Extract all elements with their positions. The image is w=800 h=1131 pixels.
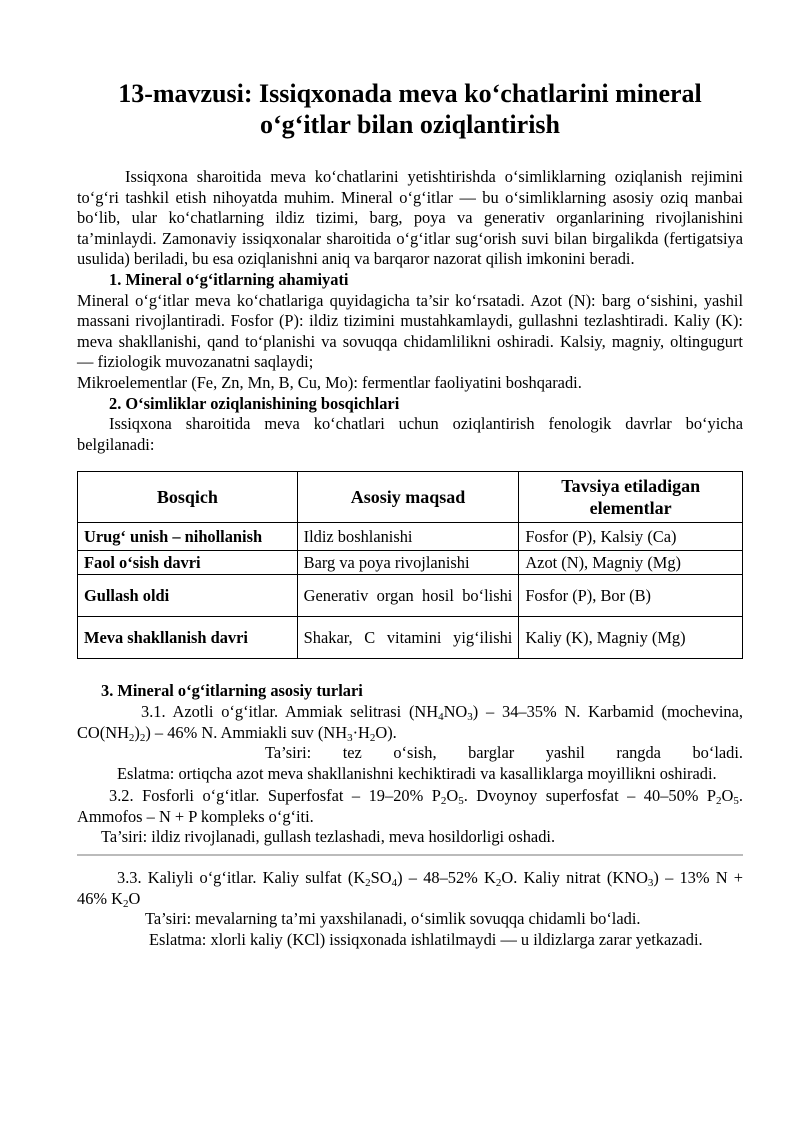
table-row	[78, 523, 743, 551]
elements-cell: Azot (N), Magniy (Mg)	[519, 551, 743, 575]
elements-cell: Fosfor (P), Bor (B)	[519, 575, 743, 617]
paragraph-3-3: 3.3. Kaliyli o‘g‘itlar. Kaliy sulfat $(K_2SO_4) - 48-52\%$ $K_2O$. Kaliy nitrat $(KNO_3) - 13\%$ N + 46% $K_2O$	[77, 868, 744, 910]
table-row	[78, 575, 743, 617]
table-row	[78, 617, 743, 659]
paragraph-3-1-note: Eslatma: ortiqcha azot meva shakllanishni kechiktiradi va kasalliklarga moyillikni oshiradi.	[117, 763, 717, 783]
paragraph-3-2: 3.2. Fosforli o‘g‘itlar. Superfosfat – 19–20% $P_2O_5$. Dvoynoy superfosfat – 40–50% $P_2O_5$. Ammofos – N + P kompleks o‘g‘iti.	[77, 786, 743, 826]
stage-cell: Meva shakllanish davri	[78, 617, 298, 659]
page-divider	[77, 854, 743, 856]
page-title	[77, 78, 743, 140]
paragraph-3-1-effect: Ta’siri: tez o‘sish, barglar yashil rangda bo‘ladi.	[265, 743, 743, 763]
nutrition-stages-table	[77, 471, 743, 659]
section-3-heading: 3. Mineral o‘g‘itlarning asosiy turlari	[101, 681, 363, 701]
paragraph-3-3-note: Eslatma: xlorli kaliy (KCl) issiqxonada ishlatilmaydi — u ildizlarga zarar yetkazadi.	[149, 929, 703, 949]
stage-cell: Urug‘ unish – nihollanish	[78, 523, 298, 551]
stage-cell: Faol o‘sish davri	[78, 551, 298, 575]
paragraph-3-2-effect: Ta’siri: ildiz rivojlanadi, gullash tezlashadi, meva hosildorligi oshadi.	[101, 827, 556, 847]
stage-cell: Gullash oldi	[78, 575, 298, 617]
section-2-text: Issiqxona sharoitida meva ko‘chatlari uchun oziqlantirish fenologik davrlar bo‘yicha belgilanadi:	[77, 414, 743, 454]
title-line-1: 13-mavzusi: Issiqxonada meva ko‘chatlarini mineral	[118, 79, 702, 108]
section-2-heading: 2. O‘simliklar oziqlanishining bosqichlari	[109, 393, 400, 413]
elements-cell: Kaliy (K), Magniy (Mg)	[519, 617, 743, 659]
table-row	[78, 551, 743, 575]
section-1-text: Mineral o‘g‘itlar meva ko‘chatlariga quyidagicha ta’sir ko‘rsatadi. Azot (N): barg o‘sishini, yashil massani rivojlantiradi. Fosfor (P): ildiz tizimini mustahkamlaydi, gullashni tezlashtiradi. Kaliy (K): meva shakllanishi, qand to‘planishi va sovuqqa chidamlilikni oshiradi. Kalsiy, magniy, oltingugurt — fiziologik muvozanatni saqlaydi;	[77, 290, 743, 372]
document-page	[77, 78, 743, 950]
goal-cell: Generativ organ hosil bo‘lishi	[297, 575, 519, 617]
intro-paragraph: Issiqxona sharoitida meva ko‘chatlarini yetishtirishda o‘simliklarning oziqlanish rejimini to‘g‘ri tashkil etish nihoyatda muhim. Mineral o‘g‘itlar — bu o‘simliklarning asosiy oziq manbai bo‘lib, ular ko‘chatlarning ildiz tizimi, barg, poya va generativ organlarining rivojlanishini ta’minlaydi. Zamonaviy issiqxonalar sharoitida o‘g‘itlar sug‘orish suvi bilan birgalikda (fertigatsiya usulida) beriladi, bu esa oziqlanishni aniq va barqaror nazorat qilish imkonini beradi.	[77, 167, 743, 269]
title-line-2: o‘g‘itlar bilan oziqlantirish	[260, 110, 560, 139]
paragraph-3-3-effect: Ta’siri: mevalarning ta’mi yaxshilanadi, o‘simlik sovuqqa chidamli bo‘ladi.	[145, 909, 641, 929]
paragraph-3-1: 3.1. Azotli o‘g‘itlar. Ammiak selitrasi $(NH_4NO_3) - 34-35\%$ N. Karbamid (mochevina, $CO(NH_2)_2) - 46\%$ N. Ammiakli suv $(NH_3\cdot H_2O)$.	[77, 701, 743, 744]
goal-cell: Shakar, C vitamini yig‘ilishi	[297, 617, 519, 659]
table-header-cell: Asosiy maqsad	[297, 472, 519, 523]
elements-cell: Fosfor (P), Kalsiy (Ca)	[519, 523, 743, 551]
table-header-cell: Tavsiya etiladigan elementlar	[519, 472, 743, 523]
table-header-row	[78, 472, 743, 523]
goal-cell: Ildiz boshlanishi	[297, 523, 519, 551]
table-header-cell: Bosqich	[78, 472, 298, 523]
goal-cell: Barg va poya rivojlanishi	[297, 551, 519, 575]
section-1-text-2: Mikroelementlar (Fe, Zn, Mn, B, Cu, Mo): fermentlar faoliyatini boshqaradi.	[77, 372, 582, 392]
section-1-heading: 1. Mineral o‘g‘itlarning ahamiyati	[109, 269, 349, 289]
